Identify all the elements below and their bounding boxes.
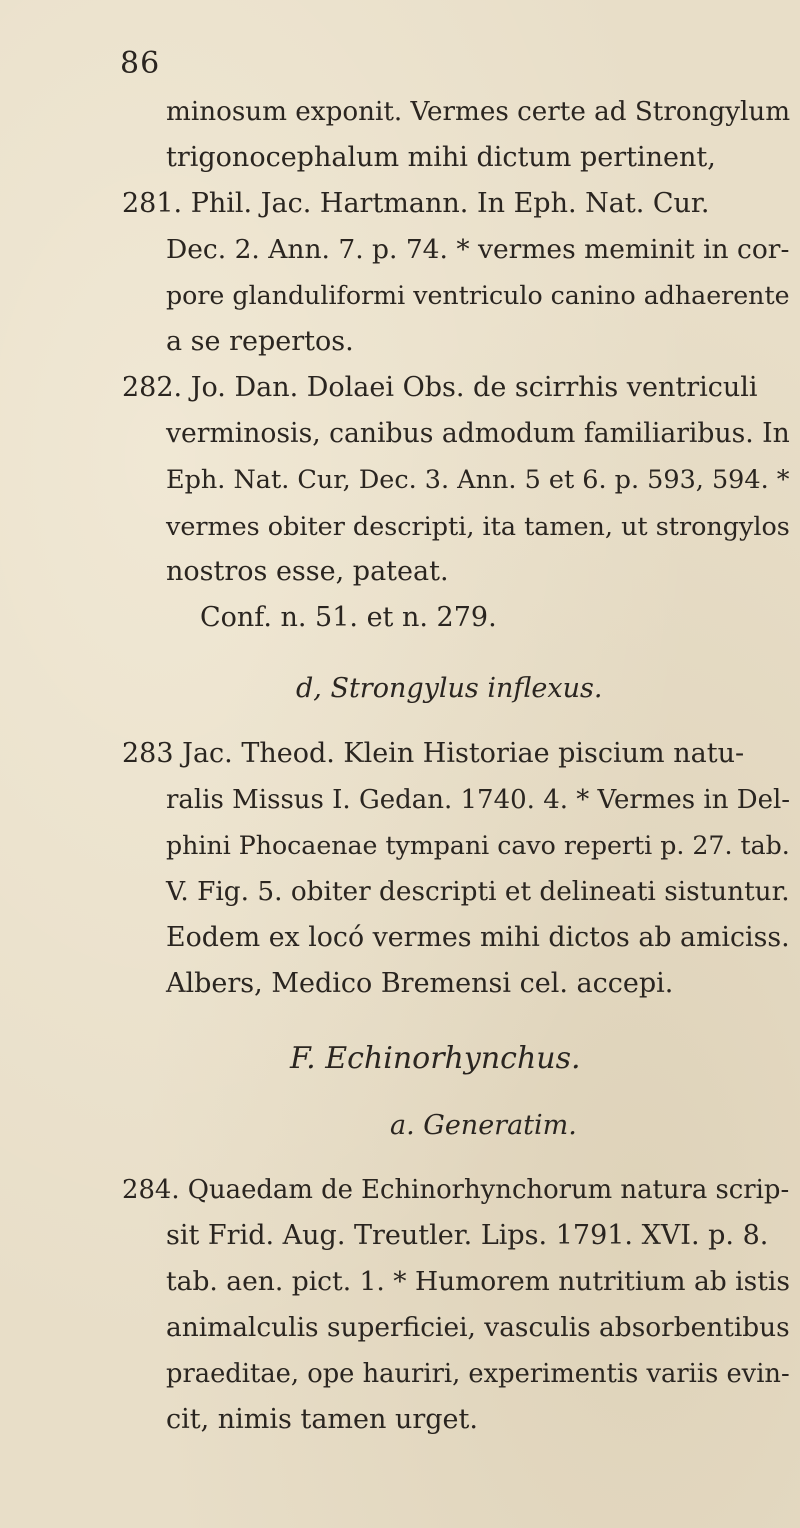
- text-line: minosum exponit. Vermes certe ad Strongylum: [166, 97, 791, 127]
- text-line: nostros esse, pateat.: [166, 556, 449, 587]
- text-line: 283 Jac. Theod. Klein Historiae piscium natu-: [122, 738, 745, 769]
- text-line: sit Frid. Aug. Treutler. Lips. 1791. XVI. p. 8.: [166, 1220, 769, 1251]
- text-line: a se repertos.: [166, 326, 354, 357]
- text-line: Eodem ex locó vermes mihi dictos ab amiciss.: [166, 922, 790, 953]
- text-line: pore glanduliformi ventriculo canino adhaerente: [166, 281, 790, 310]
- section-heading: a. Generatim.: [390, 1110, 577, 1141]
- text-line: 282. Jo. Dan. Dolaei Obs. de scirrhis ventriculi: [122, 372, 758, 403]
- text-line: cit, nimis tamen urget.: [166, 1404, 478, 1435]
- section-heading: d, Strongylus inflexus.: [296, 673, 603, 704]
- text-line: Conf. n. 51. et n. 279.: [200, 602, 497, 633]
- text-line: 281. Phil. Jac. Hartmann. In Eph. Nat. Cur.: [122, 188, 710, 219]
- text-line: animalculis superficiei, vasculis absorbentibus: [166, 1312, 790, 1343]
- text-line: trigonocephalum mihi dictum pertinent,: [166, 142, 716, 173]
- text-line: ralis Missus I. Gedan. 1740. 4. * Vermes in Del-: [166, 785, 791, 815]
- text-line: tab. aen. pict. 1. * Humorem nutritium ab istis: [166, 1266, 790, 1297]
- text-line: V. Fig. 5. obiter descripti et delineati sistuntur.: [166, 877, 790, 907]
- text-line: praeditae, ope hauriri, experimentis variis evin-: [166, 1359, 790, 1389]
- text-line: 284. Quaedam de Echinorhynchorum natura scrip-: [122, 1175, 790, 1205]
- page-number: 86: [120, 46, 161, 81]
- text-line: Dec. 2. Ann. 7. p. 74. * vermes meminit in cor-: [166, 234, 790, 265]
- text-line: Albers, Medico Bremensi cel. accepi.: [166, 968, 674, 999]
- text-line: vermes obiter descripti, ita tamen, ut strongylos: [166, 511, 790, 541]
- section-heading: F. Echinorhynchus.: [290, 1041, 581, 1076]
- text-line: Eph. Nat. Cur, Dec. 3. Ann. 5 et 6. p. 593, 594. *: [166, 465, 790, 495]
- text-line: verminosis, canibus admodum familiaribus. In: [166, 418, 790, 449]
- text-line: phini Phocaenae tympani cavo reperti p. 27. tab.: [166, 831, 790, 860]
